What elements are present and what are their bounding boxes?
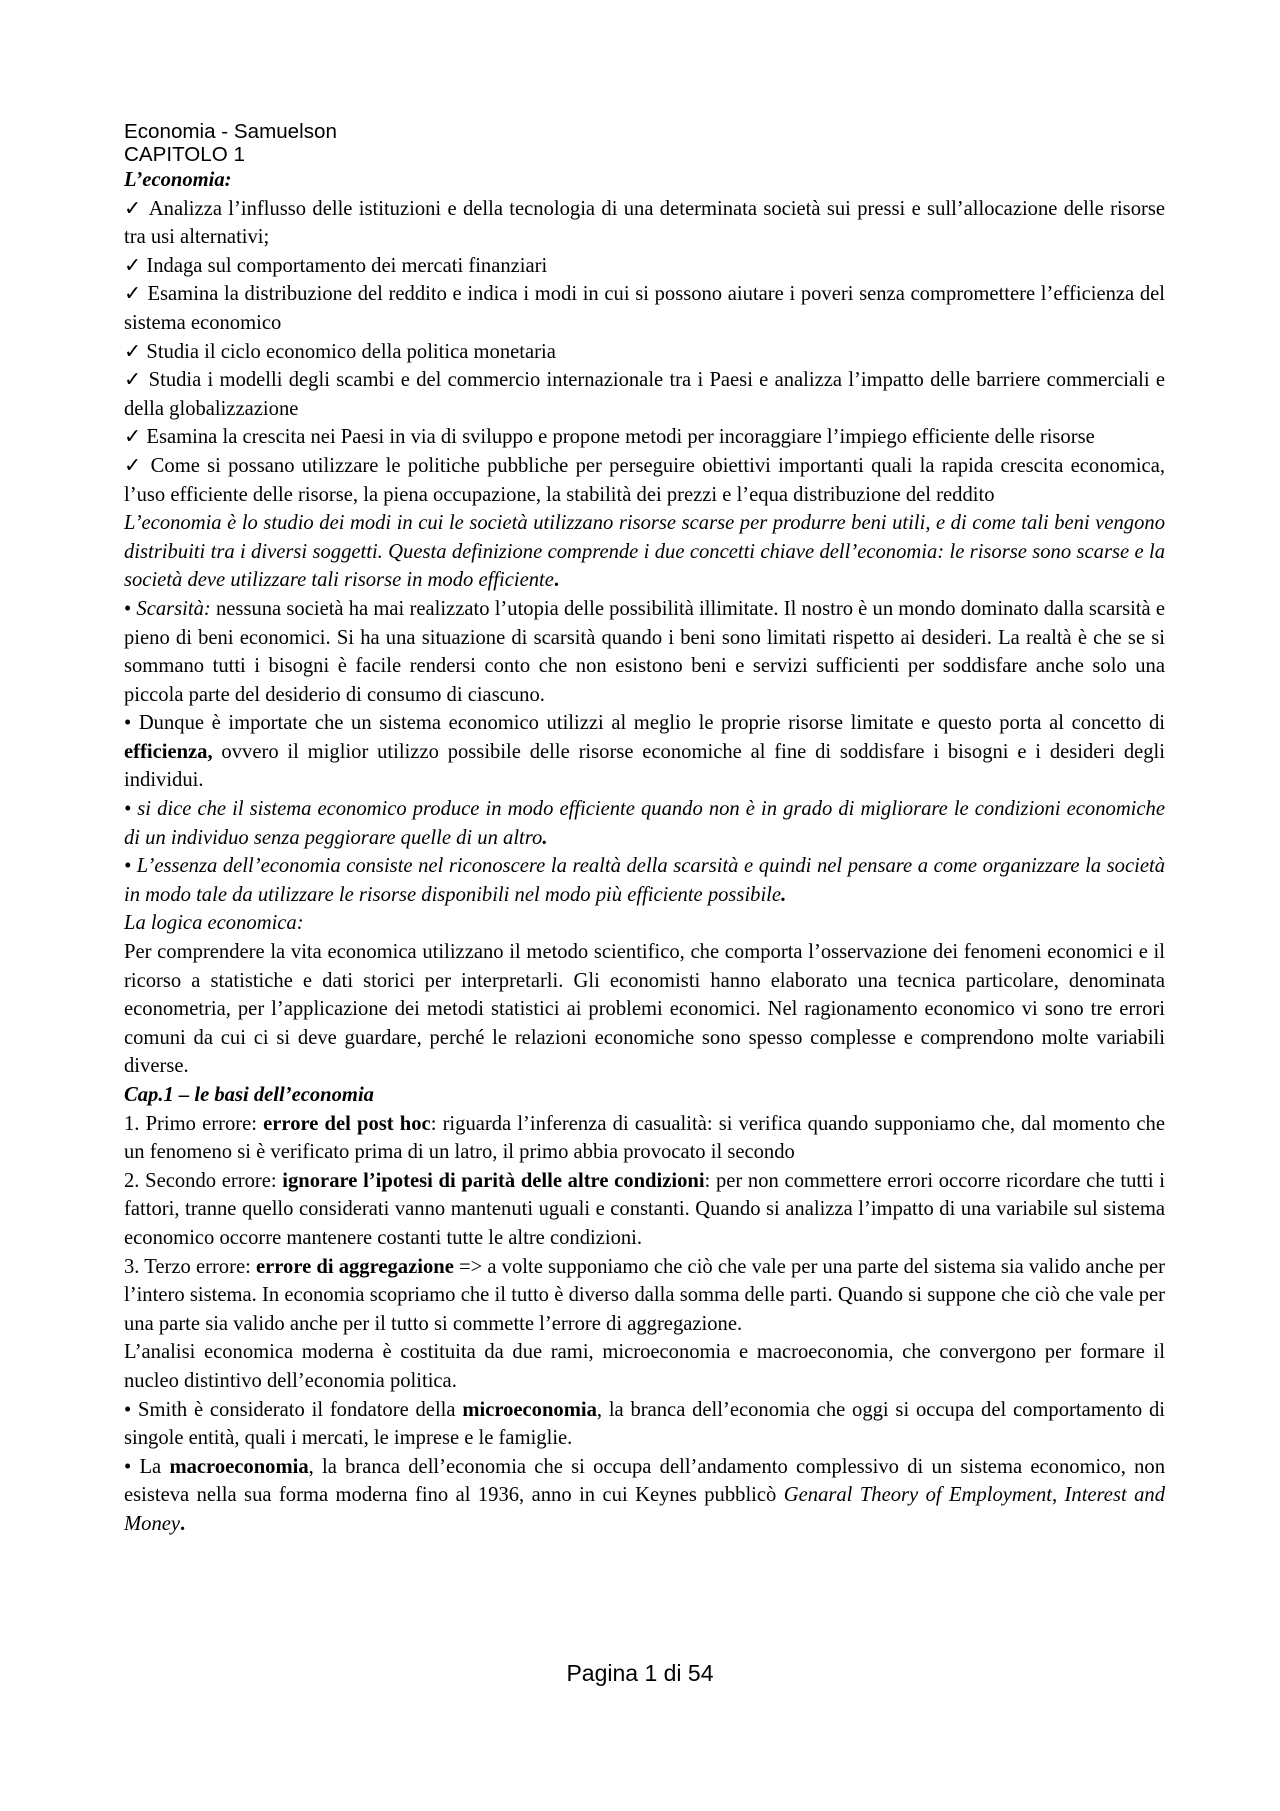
logic-paragraph: Per comprendere la vita economica utilizzano il metodo scientifico, che comporta l’osservazione dei fenomeni economici e il ricorso a statistiche e dati storici per interpretarli. Gli economisti hanno elaborato una tecnica particolare, denominata econometria, per l’applicazione dei metodi statistici ai problemi economici. Nel ragionamento economico vi sono tre errori comuni da cui ci si deve guardare, perché le relazioni economiche sono spesso complesse e comprendono molte variabili diverse.	[124, 941, 1165, 1078]
list-item: ✓ Indaga sul comportamento dei mercati finanziari	[124, 252, 1165, 281]
efficiency-paragraph: • Dunque è importate che un sistema economico utilizzi al meglio le proprie risorse limitate e questo porta al concetto di efficienza, ovvero il miglior utilizzo possibile delle risorse economiche al fine di soddisfare i bisogni e i desideri degli individui.	[124, 709, 1165, 795]
economics-definition: L’economia è lo studio dei modi in cui le società utilizzano risorse scarse per produrre beni utili, e di come tali beni vengono distribuiti tra i diversi soggetti. Questa definizione comprende i due concetti chiave dell’economia: le risorse sono scarse e la società deve utilizzare tali risorse in modo efficiente.	[124, 512, 1165, 592]
page-number: Pagina 1 di 54	[566, 1660, 714, 1686]
list-item: ✓ Esamina la distribuzione del reddito e indica i modi in cui si possono aiutare i poveri senza compromettere l’efficienza del sistema economico	[124, 280, 1165, 337]
list-item: ✓ Come si possano utilizzare le politiche pubbliche per perseguire obiettivi importanti quali la rapida crescita economica, l’uso efficiente delle risorse, la piena occupazione, la stabilità dei prezzi e l’equa distribuzione del reddito	[124, 452, 1165, 509]
analysis-paragraph: L’analisi economica moderna è costituita da due rami, microeconomia e macroeconomia, che convergono per formare il nucleo distintivo dell’economia politica.	[124, 1341, 1165, 1392]
smith-paragraph: • Smith è considerato il fondatore della microeconomia, la branca dell’economia che oggi si occupa del comportamento di singole entità, quali i mercati, le imprese e le famiglie.	[124, 1396, 1165, 1453]
error-item: 2. Secondo errore: ignorare l’ipotesi di parità delle altre condizioni: per non commettere errori occorre ricordare che tutti i fattori, tranne quello considerati vanno mantenuti uguali e constanti. Quando si analizza l’impatto di una variabile sul sistema economico occorre mantenere costanti tutte le altre condizioni.	[124, 1169, 1165, 1249]
list-item: ✓ Studia il ciclo economico della politica monetaria	[124, 338, 1165, 367]
book-title: Economia - Samuelson	[124, 120, 337, 143]
essence-paragraph: • L’essenza dell’economia consiste nel riconoscere la realtà della scarsità e quindi nel pensare a come organizzare la società in modo tale da utilizzare le risorse disponibili nel modo più efficiente possibile.	[124, 852, 1165, 909]
efficient-production-definition: • si dice che il sistema economico produce in modo efficiente quando non è in grado di migliorare le condizioni economiche di un individuo senza peggiorare quelle di un altro.	[124, 795, 1165, 852]
cap1-heading: Cap.1 – le basi dell’economia	[124, 1084, 374, 1106]
chapter-title: CAPITOLO 1	[124, 143, 245, 166]
list-item: ✓ Studia i modelli degli scambi e del commercio internazionale tra i Paesi e analizza l’impatto delle barriere commerciali e della globalizzazione	[124, 366, 1165, 423]
error-item: 1. Primo errore: errore del post hoc: riguarda l’inferenza di casualità: si verifica quando supponiamo che, dal momento che un fenomeno si è verificato prima di un latro, il primo abbia provocato il secondo	[124, 1112, 1165, 1164]
logic-heading: La logica economica:	[124, 912, 304, 935]
list-item: ✓ Analizza l’influsso delle istituzioni e della tecnologia di una determinata società sui pressi e sull’allocazione delle risorse tra usi alternativi;	[124, 195, 1165, 252]
scarcity-paragraph: • Scarsità: nessuna società ha mai realizzato l’utopia delle possibilità illimitate. Il nostro è un mondo dominato dalla scarsità e pieno di beni economici. Si ha una situazione di scarsità quando i beni sono limitati rispetto ai desideri. La realtà è che se si sommano tutti i bisogni è facile rendersi conto che non esistono beni e servizi sufficienti per soddisfare anche solo una piccola parte del desiderio di consumo di ciascuno.	[124, 595, 1165, 709]
macroeconomics-paragraph: • La macroeconomia, la branca dell’economia che si occupa dell’andamento complessivo di un sistema economico, non esisteva nella sua forma moderna fino al 1936, anno in cui Keynes pubblicò Genaral Theory of Employment, Interest and Money.	[124, 1453, 1165, 1539]
error-item: 3. Terzo errore: errore di aggregazione => a volte supponiamo che ciò che vale per una parte del sistema sia valido anche per l’intero sistema. In economia scopriamo che il tutto è diverso dalla somma delle parti. Quando si suppone che ciò che vale per una parte sia valido anche per il tutto si commette l’errore di aggregazione.	[124, 1255, 1166, 1335]
page-content	[124, 120, 1165, 1539]
list-item: ✓ Esamina la crescita nei Paesi in via di sviluppo e propone metodi per incoraggiare l’impiego efficiente delle risorse	[124, 423, 1165, 452]
intro-heading: L’economia:	[124, 169, 232, 191]
